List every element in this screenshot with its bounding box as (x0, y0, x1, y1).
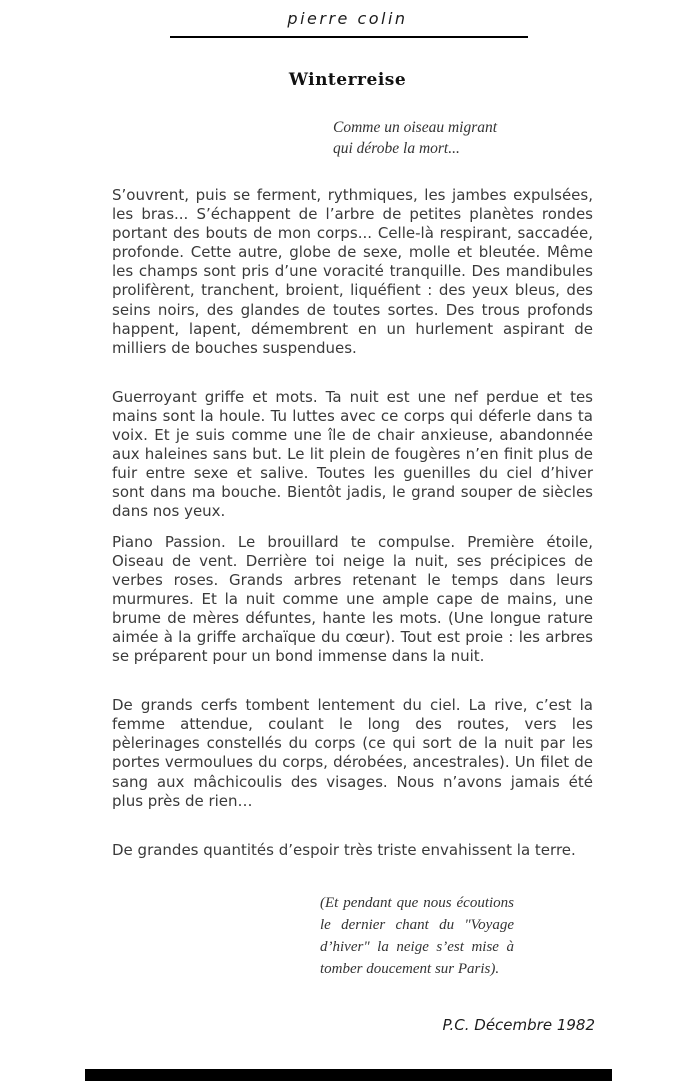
footer-rule (85, 1069, 612, 1081)
body-paragraph-1: S’ouvrent, puis se ferment, rythmiques, les jambes expulsées, les bras... S’échappent de l’arbre de petites planètes rondes portant des bouts de mon corps... Celle-là respirant, saccadée, profonde. Cette autre, globe de sexe, molle et bleutée. Même les champs sont pris d’une voracité tranquille. Des mandibules prolifèrent, tranchent, broient, liquéfient : des yeux bleus, des seins noirs, des glandes de toutes sortes. Des trous profonds happent, lapent, démembrent en un hurlement aspirant de milliers de bouches suspendues. (112, 186, 593, 357)
body-paragraph-2: Guerroyant griffe et mots. Ta nuit est une nef perdue et tes mains sont la houle. Tu luttes avec ce corps qui déferle dans ta voix. Et je suis comme une île de chair anxieuse, abandonnée aux haleines sans but. Le lit plein de fougères n’en finit plus de fuir entre sexe et salive. Toutes les guenilles du ciel d’hiver sont dans ma bouche. Bientôt jadis, le grand souper de siècles dans nos yeux. (112, 387, 593, 521)
body-paragraph-5: De grandes quantités d’espoir très triste envahissent la terre. (112, 840, 576, 859)
signature: P.C. Décembre 1982 (442, 1016, 595, 1034)
author-name: pierre colin (287, 9, 408, 28)
page-title: Winterreise (288, 70, 407, 90)
body-paragraph-4: De grands cerfs tombent lentement du ciel. La rive, c’est la femme attendue, coulant le long des routes, vers les pèlerinages constellés du corps (ce qui sort de la nuit par les portes vermoulues du corps, dérobées, ancestrales). Un filet de sang aux mâchicoulis des visages. Nous n’avons jamais été plus près de rien… (112, 696, 593, 810)
epigraph-line-2: qui dérobe la mort... (333, 140, 460, 157)
closing-note: (Et pendant que nous écoutions le dernier chant du "Voyage d’hiver" la neige s’est mise à tomber doucement sur Paris). (320, 895, 514, 977)
header-rule (170, 36, 528, 38)
epigraph (333, 117, 497, 159)
epigraph-line-1: Comme un oiseau migrant (333, 119, 498, 136)
body-paragraph-3: Piano Passion. Le brouillard te compulse. Première étoile, Oiseau de vent. Derrière toi neige la nuit, ses précipices de verbes roses. Grands arbres retenant le temps dans leurs murmures. Et la nuit comme une ample cape de mains, une brume de mères défuntes, hante les mots. (Une longue rature aimée à la griffe archaïque du cœur). Tout est proie : les arbres se préparent pour un bond immense dans la nuit. (112, 532, 593, 666)
body-text-column (112, 186, 593, 860)
